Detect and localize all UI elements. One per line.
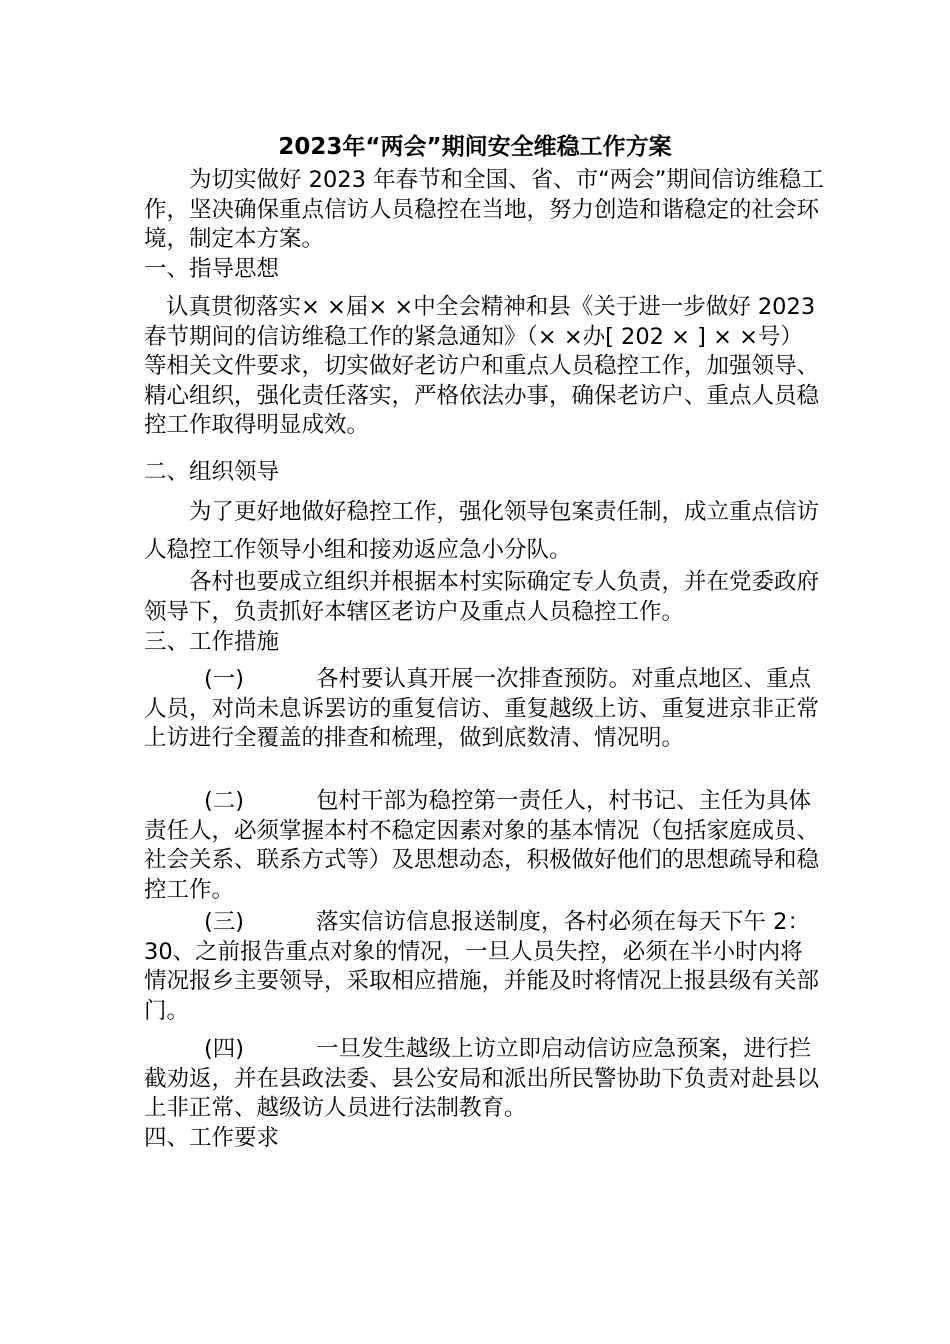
measure-text: 落实信访信息报送制度，各村必须在每天下午 2：30、之前报告重点对象的情况，一旦人员失控，必须在半小时内将情况报乡主要领导，采取相应措施，并能及时将情况上报县级有关部门。 <box>144 909 820 1024</box>
measure-item-2 <box>144 787 824 905</box>
measure-number: (三) <box>204 909 245 935</box>
section-1-body <box>144 293 824 441</box>
measure-number: (二) <box>204 788 245 814</box>
measure-text: 一旦发生越级上访立即启动信访应急预案，进行拦截劝返，并在县政法委、县公安局和派出所民警协助下负责对赴县以上非正常、越级访人员进行法制教育。 <box>144 1036 820 1121</box>
section-1-paragraph: 认真贯彻落实× ×届× ×中全会精神和县《关于进一步做好 2023 春节期间的信访维稳工作的紧急通知》（× ×办[ 202 × ] × ×号）等相关文件要求，切实做好老访户和重点人员稳控工作，加强领导、精心组织，强化责任落实，严格依法办事，确保老访户、重点人员稳控工作取得明显成效。 <box>144 294 820 438</box>
measure-number: (一) <box>204 666 245 692</box>
measure-number: (四) <box>204 1036 245 1062</box>
measure-text: 各村要认真开展一次排查预防。对重点地区、重点人员，对尚未息诉罢访的重复信访、重复越级上访、重复进京非正常上访进行全覆盖的排查和梳理，做到底数清、情况明。 <box>144 666 820 751</box>
section-4-heading: 四、工作要求 <box>144 1125 280 1151</box>
measure-text: 包村干部为稳控第一责任人，村书记、主任为具体责任人，必须掌握本村不稳定因素对象的基本情况（包括家庭成员、社会关系、联系方式等）及思想动态，积极做好他们的思想疏导和稳控工作。 <box>144 788 820 903</box>
section-2-body-1 <box>144 493 824 569</box>
section-1-heading: 一、指导思想 <box>144 256 280 282</box>
section-2-heading: 二、组织领导 <box>144 459 280 485</box>
document-title: 2023年“两会”期间安全维稳工作方案 <box>278 134 672 160</box>
section-2-body-2 <box>144 568 824 627</box>
intro-block <box>144 166 824 255</box>
section-3-heading: 三、工作措施 <box>144 629 280 655</box>
measure-item-4 <box>144 1035 824 1124</box>
section-2-paragraph-1: 为了更好地做好稳控工作，强化领导包案责任制，成立重点信访人稳控工作领导小组和接劝返应急小分队。 <box>144 499 820 563</box>
measure-item-3 <box>144 908 824 1026</box>
section-2-paragraph-2: 各村也要成立组织并根据本村实际确定专人负责，并在党委政府领导下，负责抓好本辖区老访户及重点人员稳控工作。 <box>144 569 820 625</box>
intro-paragraph: 为切实做好 2023 年春节和全国、省、市“两会”期间信访维稳工作，坚决确保重点信访人员稳控在当地，努力创造和谐稳定的社会环境，制定本方案。 <box>144 167 824 252</box>
measure-item-1 <box>144 665 824 754</box>
